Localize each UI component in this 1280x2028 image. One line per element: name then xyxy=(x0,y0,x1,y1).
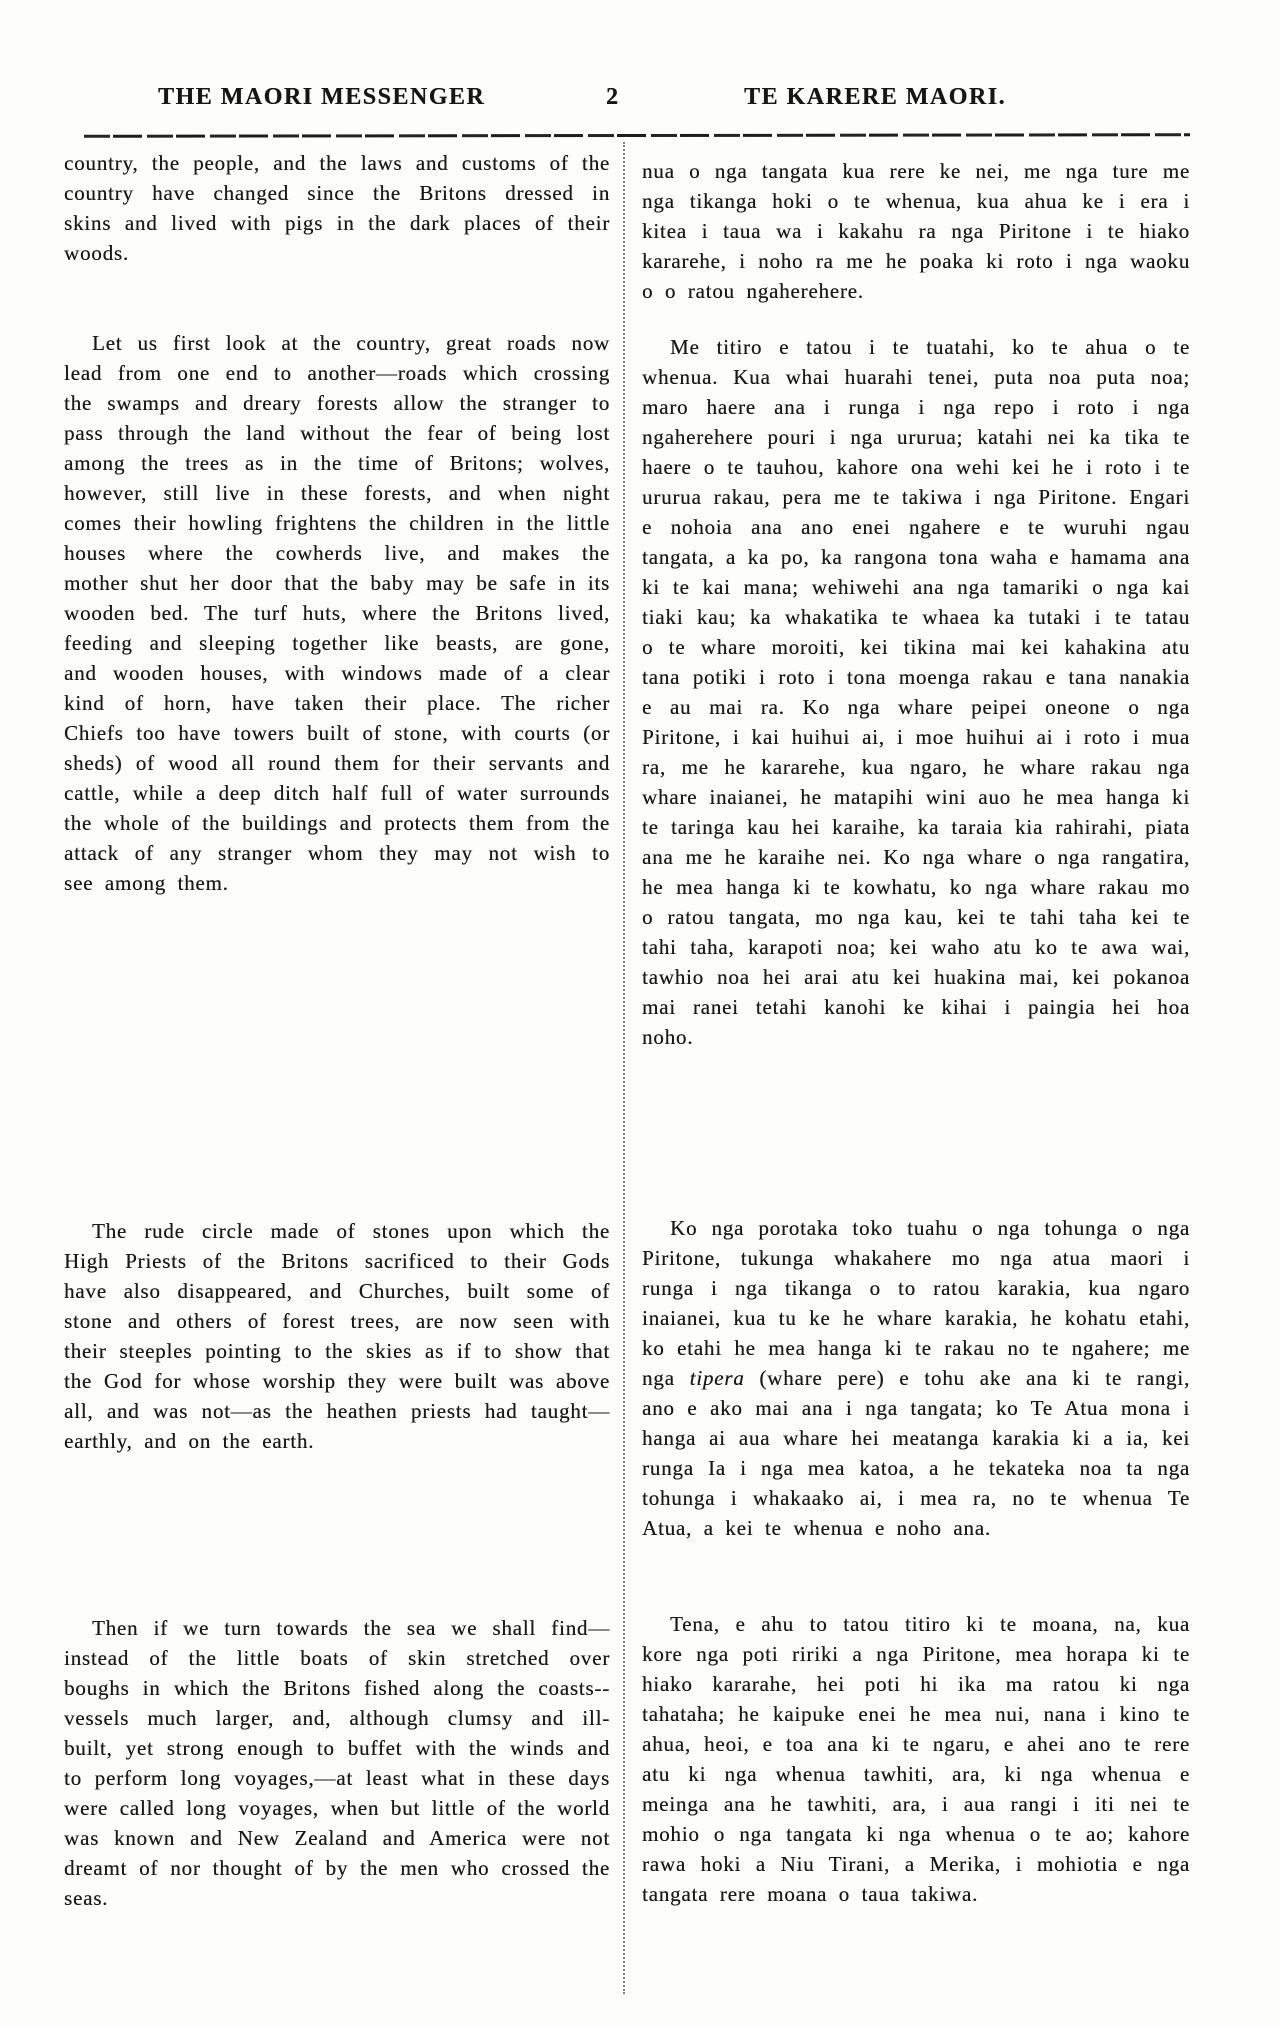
english-paragraph-continuation: country, the people, and the laws and customs of the country have changed since the Britons dressed in skins and lived with pigs in the dark places of their woods. xyxy=(64,151,610,265)
masthead-rule xyxy=(84,133,1190,138)
maori-paragraph-whenua: Me titiro e tatou i te tuatahi, ko te ahua o te whenua. Kua whai huarahi tenei, puta noa puta noa; maro haere ana i runga i nga repo i roto i nga ngaherehere pouri i nga ururua; katahi nei ka tika te haere o te tauhou, kahore ona wehi kei he i roto i te ururua rakau, pera me te takiwa i nga Piritone. Engari e nohoia ana ano enei ngahere e te wuruhi ngau tangata, a ka po, ka rangona tona waha e hamama ana ki te kai mana; wehiwehi ana nga tamariki o nga kai tiaki kau; ka whakatika te whaea ka tutaki i te tatau o te whare moroiti, kei tikina mai kei kahakina atu tana potiki i roto i tona moenga rakau e tana nanakia e au mai ra. Ko nga whare peipei oneone o nga Piritone, i kai huihui ai, i moe huihui ai i roto i mua ra, me he kararehe, kua ngaro, he whare rakau nga whare inaianei, he matapihi wini auo he mea hanga ki te taringa kau hei karaihe, ka taraia kia rahirahi, piata ana me he karaihe nei. Ko nga whare o nga rangatira, he mea hanga ki te kowhatu, ko nga whare rakau mo o ratou tangata, mo nga kau, kei te tahi taha kei te tahi taha, karapoti noa; kei waho atu ko te awa wai, tawhio noa hei arai atu kei huakina mai, kei pokanoa mai ranei tetahi kanohi ke kihai i paingia hei hoa noho. xyxy=(642,335,1190,1049)
maori-italic-word: tipera xyxy=(689,1366,745,1390)
maori-paragraph-whare-karakia xyxy=(642,1213,1190,1543)
page-number: 2 xyxy=(606,84,620,110)
english-paragraph-country: Let us first look at the country, great roads now lead from one end to another—roads which crossing the swamps and dreary forests allow the stranger to pass through the land without the fear of being lost among the trees as in the time of Britons; wolves, however, still live in these forests, and when night comes their howling frightens the children in the little houses where the cowherds live, and makes the mother shut her door that the baby may be safe in its wooden bed. The turf huts, where the Britons lived, feeding and sleeping together like beasts, are gone, and wooden houses, with windows made of a clear kind of horn, have taken their place. The richer Chiefs too have towers built of stone, with courts (or sheds) of wood all round them for their servants and cattle, while a deep ditch half full of water surrounds the whole of the buildings and protects them from the attack of any stranger whom they may not wish to see among them. xyxy=(64,331,610,895)
masthead-title-maori: TE KARERE MAORI. xyxy=(744,84,1007,110)
maori-paragraph-whare-karakia-pre: Ko nga porotaka toko tuahu o nga tohunga o nga Piritone, tukunga whakahere mo nga atua maori i runga i nga tikanga o to ratou karakia, kua ngaro inaianei, kua tu ke he whare karakia, he kohatu etahi, ko etahi he mea hanga ki te rakau no te ngahere; me nga xyxy=(642,1216,1190,1390)
maori-paragraph-moana: Tena, e ahu to tatou titiro ki te moana, na, kua kore nga poti ririki a nga Piritone, mea horapa ki te hiako kararahe, hei poti hi ika ma ratou ki nga tahataha; he kaipuke enei he mea nui, nana i kino te ahua, heoi, e toa ana ki te ngaru, e ahei ano te rere atu ki nga whenua tawhiti, ara, ki nga whenua e meinga ana he tawhiti, ara, i aua rangi i iti nei te mohio o nga tangata ki nga whenua o te ao; kahore rawa hoki a Niu Tirani, a Merika, i mohiotia e nga tangata rere moana o taua takiwa. xyxy=(642,1612,1190,1906)
maori-paragraph-continuation: nua o nga tangata kua rere ke nei, me nga ture me nga tikanga hoki o te whenua, kua ahua ke i era i kitea i taua wa i kakahu ra nga Piritone i te hiako kararehe, i noho ra me he poaka ki roto i nga waoku o o ratou ngaherehere. xyxy=(642,159,1190,303)
column-divider-rule xyxy=(623,142,625,1994)
maori-paragraph-whare-karakia-post: (whare pere) e tohu ake ana ki te rangi, ano e ako mai ana i nga tangata; ko Te Atua mona i hanga ai aua whare hei meatanga karakia ki a ia, kei runga Ia i nga mea katoa, a he tekateka noa ta nga tohunga i whakaako ai, i mea ra, no te whenua Te Atua, a kei te whenua e noho ana. xyxy=(642,1366,1190,1540)
english-paragraph-sea: Then if we turn towards the sea we shall find—instead of the little boats of skin stretched over boughs in which the Britons fished along the coasts--vessels much larger, and, although clumsy and ill-built, yet strong enough to buffet with the winds and to perform long voyages,—at least what in these days were called long voyages, when but little of the world was known and New Zealand and America were not dreamt of nor thought of by the men who crossed the seas. xyxy=(64,1616,610,1910)
masthead-title-english: THE MAORI MESSENGER xyxy=(158,84,486,110)
english-paragraph-churches: The rude circle made of stones upon which the High Priests of the Britons sacrificed to their Gods have also disappeared, and Churches, built some of stone and others of forest trees, are now seen with their steeples pointing to the skies as if to show that the God for whose worship they were built was above all, and was not—as the heathen priests had taught—earthly, and on the earth. xyxy=(64,1219,610,1453)
